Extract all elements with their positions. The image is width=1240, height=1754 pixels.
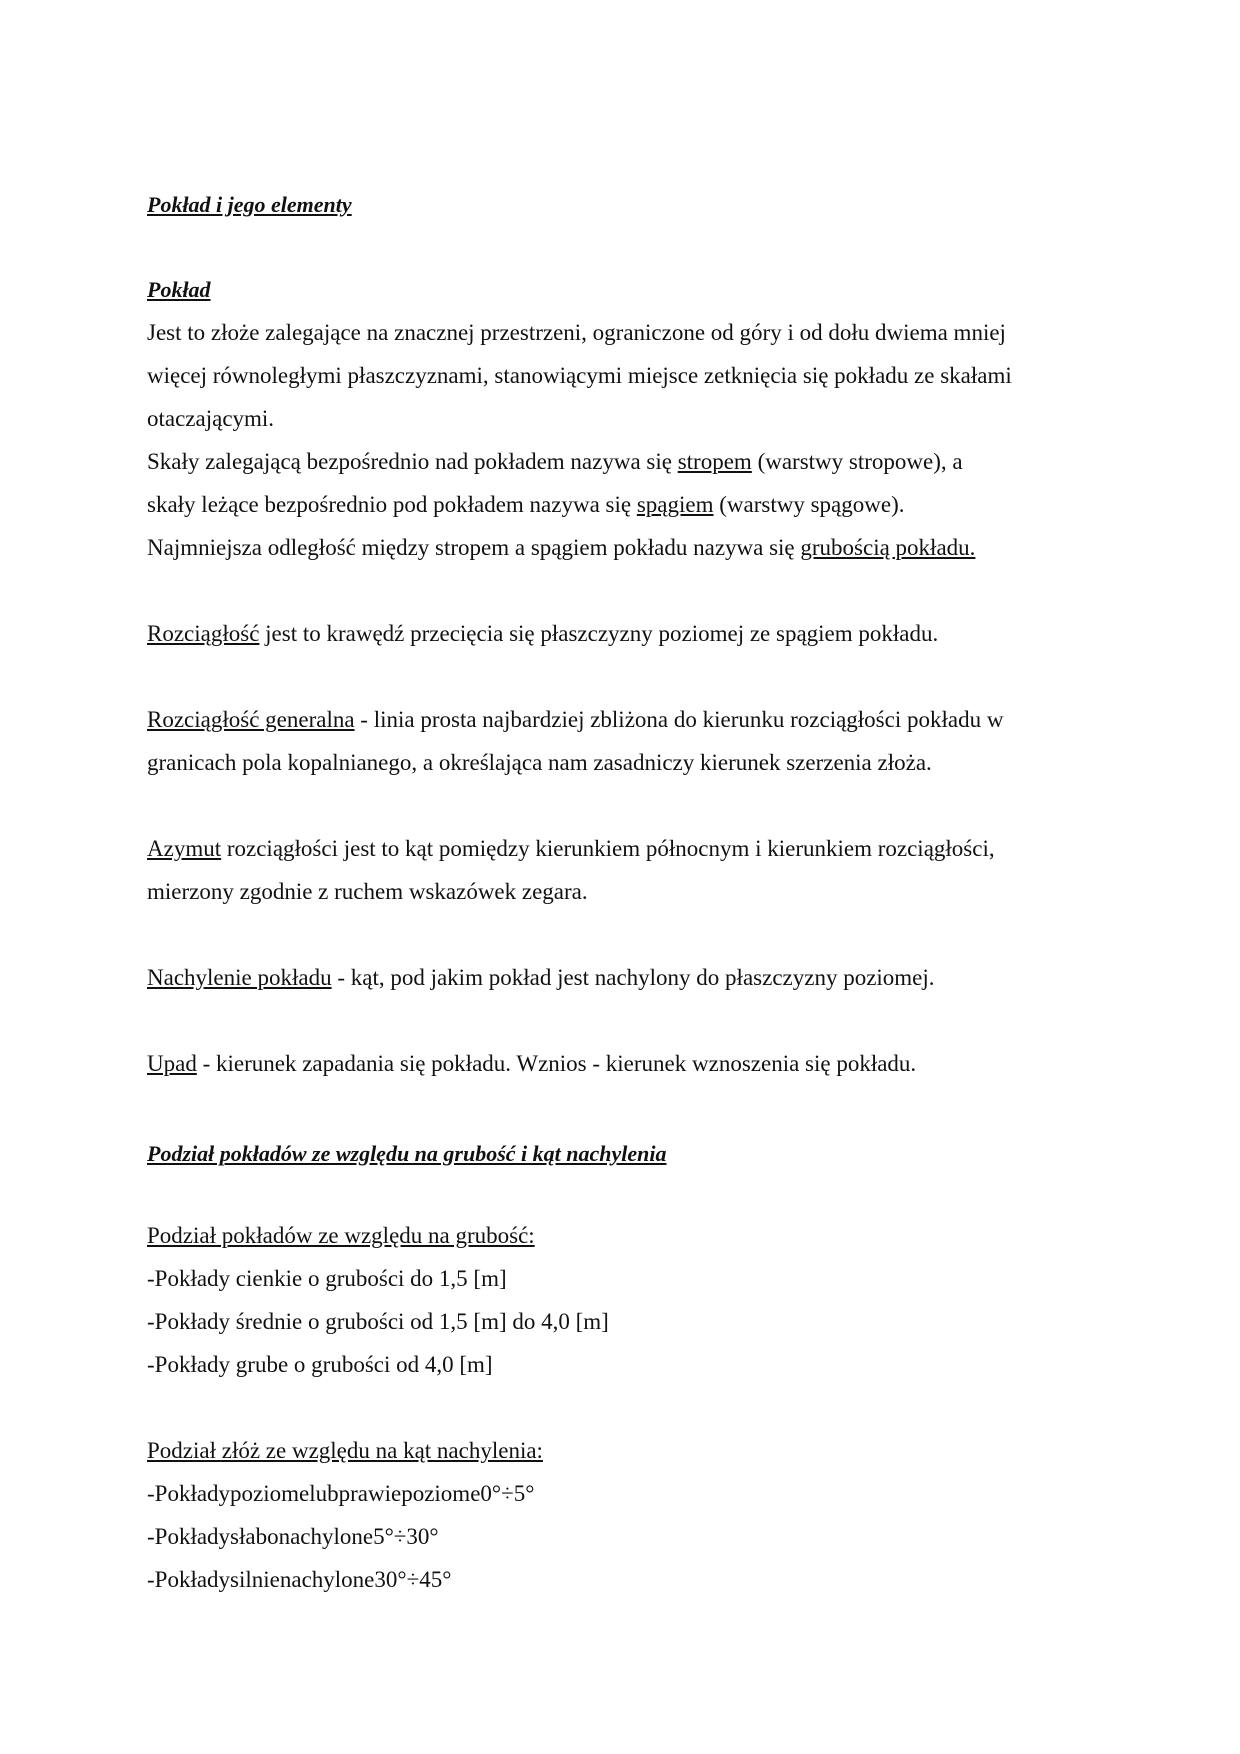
rozciaglosc-generalna-text: - linia prosta najbardziej zbliżona do kierunku rozciągłości pokładu w: [354, 707, 1004, 732]
upad-term: Upad: [147, 1051, 197, 1076]
strop-paragraph: [147, 447, 963, 477]
azymut-text: rozciągłości jest to kąt pomiędzy kierunkiem północnym i kierunkiem rozciągłości,: [221, 836, 995, 861]
rozciaglosc-generalna-term: Rozciągłość generalna: [147, 707, 355, 732]
spag-text-before: skały leżące bezpośrednio pod pokładem nazywa się: [147, 492, 637, 517]
grubosc-text-before: Najmniejsza odległość między stropem a spągiem pokładu nazywa się: [147, 535, 801, 560]
strop-term: stropem: [677, 449, 752, 474]
rozciaglosc-generalna-paragraph: [147, 705, 1003, 735]
strop-text-before: Skały zalegającą bezpośrednio nad pokładem nazywa się: [147, 449, 678, 474]
azymut-paragraph: [147, 834, 995, 864]
page-title: Pokład i jego elementy: [147, 192, 352, 217]
rozciaglosc-text: jest to krawędź przecięcia się płaszczyzny poziomej ze spągiem pokładu.: [259, 621, 939, 646]
section-heading-poklad: Pokład: [147, 277, 211, 302]
nachylenie-text: - kąt, pod jakim pokład jest nachylony do płaszczyzny poziomej.: [331, 965, 935, 990]
angle-list-item: -Pokładypoziomelubprawiepoziome0°÷5°: [147, 1481, 535, 1506]
nachylenie-term: Nachylenie pokładu: [147, 965, 332, 990]
definition-line: Jest to złoże zalegające na znacznej przestrzeni, ograniczone od góry i od dołu dwiema mniej: [147, 320, 1006, 345]
angle-list-item: -Pokładysłabonachylone5°÷30°: [147, 1524, 439, 1549]
spag-text-after: (warstwy spągowe).: [713, 492, 905, 517]
azymut-term: Azymut: [147, 836, 222, 861]
angle-list-item: -Pokładysilnienachylone30°÷45°: [147, 1567, 452, 1592]
thickness-heading: Podział pokładów ze względu na grubość:: [147, 1223, 535, 1248]
rozciaglosc-term: Rozciągłość: [147, 621, 260, 646]
grubosc-paragraph: [147, 533, 975, 563]
upad-paragraph: [147, 1049, 916, 1079]
section-heading-podzial: Podział pokładów ze względu na grubość i kąt nachylenia: [147, 1141, 667, 1166]
azymut-continuation: mierzony zgodnie z ruchem wskazówek zegara.: [147, 879, 588, 904]
rozciaglosc-generalna-continuation: granicach pola kopalnianego, a określająca nam zasadniczy kierunek szerzenia złoża.: [147, 750, 932, 775]
angle-heading: Podział złóż ze względu na kąt nachylenia:: [147, 1438, 543, 1463]
strop-text-after: (warstwy stropowe), a: [751, 449, 963, 474]
thickness-list-item: -Pokłady średnie o grubości od 1,5 [m] do 4,0 [m]: [147, 1309, 609, 1334]
thickness-list-item: -Pokłady cienkie o grubości do 1,5 [m]: [147, 1266, 507, 1291]
spag-paragraph: [147, 490, 904, 520]
definition-line: więcej równoległymi płaszczyznami, stanowiącymi miejsce zetknięcia się pokładu ze skałami: [147, 363, 1012, 388]
definition-line: otaczającymi.: [147, 406, 275, 431]
nachylenie-paragraph: [147, 963, 935, 993]
spag-term: spągiem: [636, 492, 714, 517]
thickness-list-item: -Pokłady grube o grubości od 4,0 [m]: [147, 1352, 493, 1377]
grubosc-term: grubością pokładu.: [800, 535, 976, 560]
upad-text: - kierunek zapadania się pokładu. Wznios - kierunek wznoszenia się pokładu.: [196, 1051, 917, 1076]
rozciaglosc-paragraph: [147, 619, 938, 649]
